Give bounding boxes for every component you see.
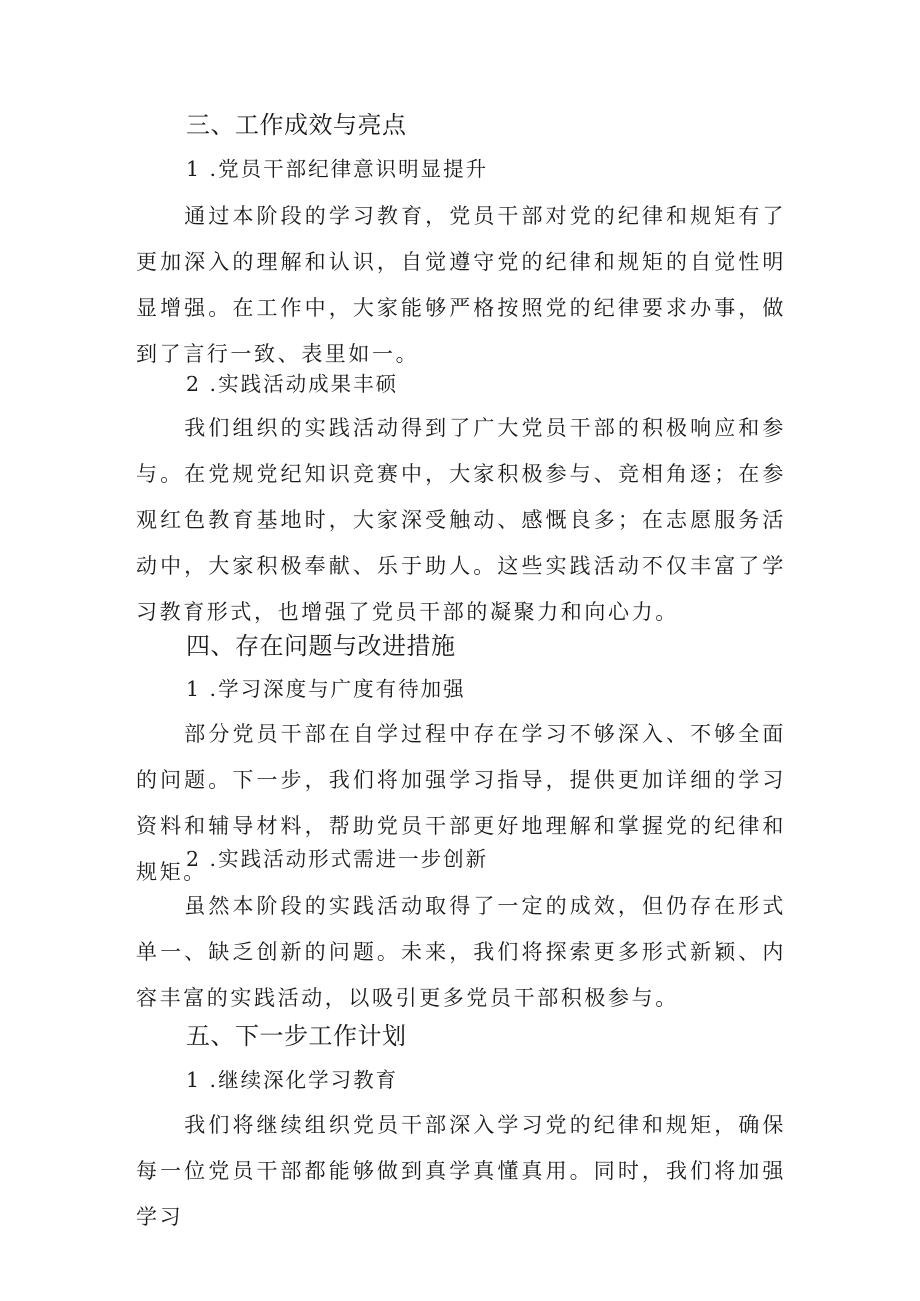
paragraph-4-1: 部分党员干部在自学过程中存在学习不够深入、不够全面的问题。下一步，我们将加强学习指导，提供更加详细的学习资料和辅导材料，帮助党员干部更好地理解和掌握党的纪律和规矩。 — [136, 722, 786, 884]
subheading-4-2: 2 .实践活动形式需进一步创新 — [186, 847, 489, 871]
section-heading-5: 五、下一步工作计划 — [186, 1023, 407, 1050]
section-heading-4: 四、存在问题与改进措施 — [186, 633, 456, 660]
paragraph-3-2: 我们组织的实践活动得到了广大党员干部的积极响应和参与。在党规党纪知识竞赛中，大家积极参与、竞相角逐；在参观红色教育基地时，大家深受触动、感慨良多；在志愿服务活动中，大家积极奉献、乐于助人。这些实践活动不仅丰富了学习教育形式，也增强了党员干部的凝聚力和向心力。 — [136, 416, 786, 624]
subheading-3-1: 1 .党员干部纪律意识明显提升 — [186, 157, 489, 181]
paragraph-4-2: 虽然本阶段的实践活动取得了一定的成效，但仍存在形式单一、缺乏创新的问题。未来，我们将探索更多形式新颖、内容丰富的实践活动，以吸引更多党员干部积极参与。 — [136, 894, 786, 1010]
subheading-3-2: 2 .实践活动成果丰硕 — [186, 372, 399, 396]
paragraph-3-1: 通过本阶段的学习教育，党员干部对党的纪律和规矩有了更加深入的理解和认识，自觉遵守党的纪律和规矩的自觉性明显增强。在工作中，大家能够严格按照党的纪律要求办事，做到了言行一致、表里如一。 — [136, 204, 786, 366]
subheading-5-1: 1 .继续深化学习教育 — [186, 1068, 399, 1092]
subheading-4-1: 1 .学习深度与广度有待加强 — [186, 677, 466, 701]
section-heading-3: 三、工作成效与亮点 — [186, 112, 407, 139]
paragraph-5-1: 我们将继续组织党员干部深入学习党的纪律和规矩，确保每一位党员干部都能够做到真学真懂真用。同时，我们将加强学习 — [136, 1113, 786, 1229]
